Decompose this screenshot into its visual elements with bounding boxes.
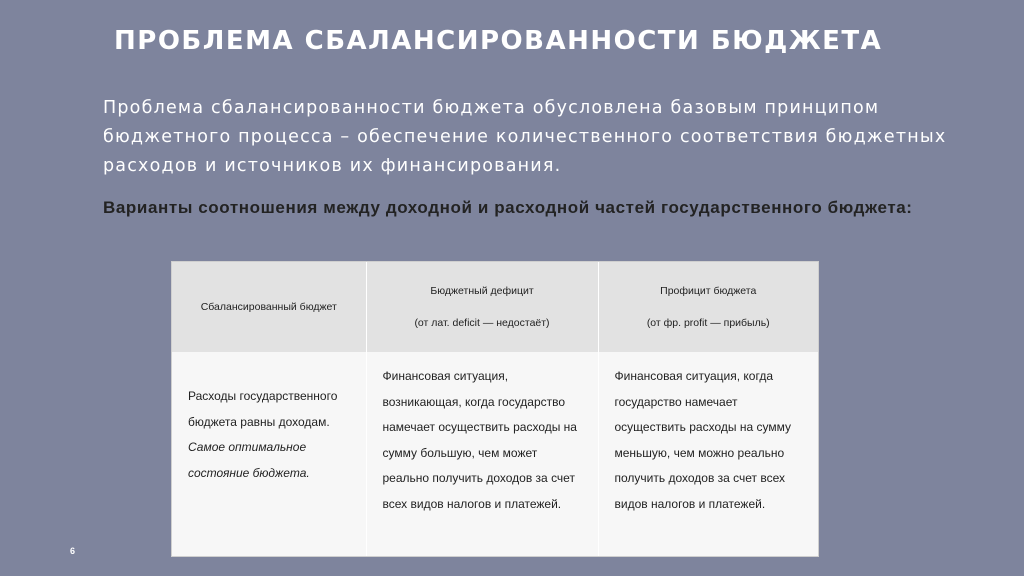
slide-title: ПРОБЛЕМА СБАЛАНСИРОВАННОСТИ БЮДЖЕТА (114, 26, 883, 56)
cell-budget-surplus (598, 352, 818, 556)
intro-paragraph: Проблема сбалансированности бюджета обусловлена базовым принципом бюджетного процесса – обеспечение количественного соответствия бюджетных расходов и источников их финансирования. (103, 98, 947, 176)
cell-balanced-budget (172, 352, 366, 556)
header-budget-deficit (366, 262, 598, 352)
header-title: Профицит бюджета (660, 285, 757, 297)
table-header-row (172, 262, 818, 352)
cell-text: Финансовая ситуация, возникающая, когда государство намечает осуществить расходы на сумму большую, чем может реально получить доходов за счет всех видов налогов и платежей. (382, 369, 577, 511)
header-budget-surplus (598, 262, 818, 352)
header-note: (от лат. deficit — недостаёт) (414, 317, 550, 329)
header-title: Сбалансированный бюджет (200, 301, 337, 313)
cell-budget-deficit (366, 352, 598, 556)
header-title: Бюджетный дефицит (430, 285, 534, 297)
cell-text: Финансовая ситуация, когда государство намечает осуществить расходы на сумму меньшую, чем можно реально получить доходов за счет всех видов налогов и платежей. (614, 369, 791, 511)
section-subtitle: Варианты соотношения между доходной и расходной частей государственного бюджета: (103, 198, 913, 217)
cell-text: Расходы государственного бюджета равны доходам. (188, 389, 338, 429)
header-balanced-budget (172, 262, 366, 352)
budget-variants-table (172, 262, 818, 556)
cell-emphasis: Самое оптимальное состояние бюджета. (188, 440, 310, 480)
header-note: (от фр. profit — прибыль) (646, 317, 770, 329)
page-number: 6 (70, 546, 76, 556)
table-row (172, 352, 818, 556)
